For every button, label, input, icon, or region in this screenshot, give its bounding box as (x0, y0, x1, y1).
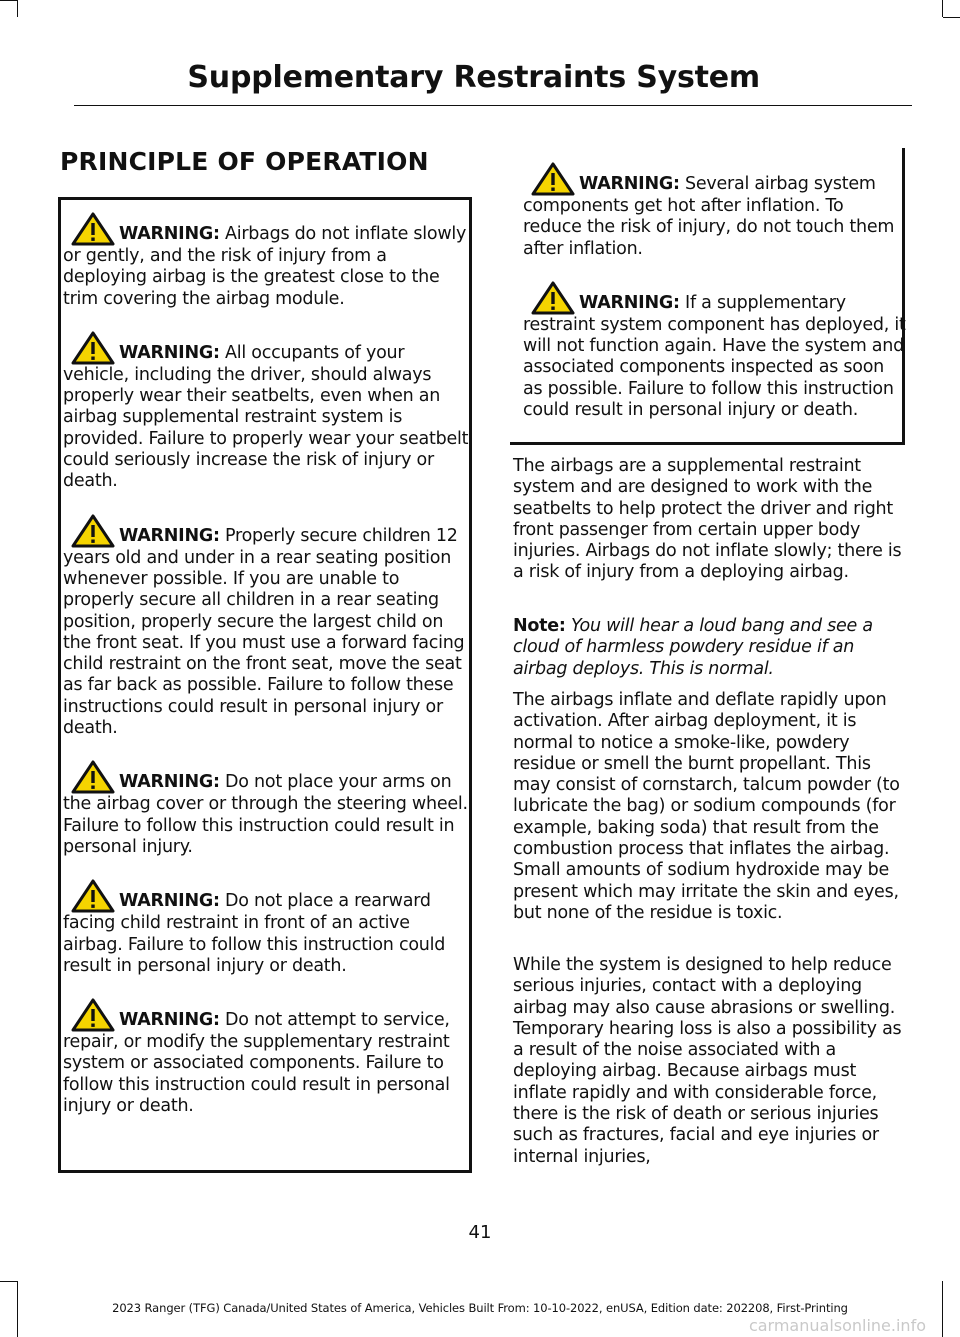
warning-item (523, 162, 907, 260)
crop-mark (943, 17, 960, 18)
warning-triangle-icon (531, 281, 575, 315)
warning-triangle-icon (71, 760, 115, 794)
page-number: 41 (468, 1222, 492, 1243)
header-divider (74, 105, 912, 106)
warning-triangle-icon (71, 879, 115, 913)
warning-box-left (58, 197, 472, 1173)
warning-label: WARNING: (119, 224, 220, 244)
warning-label: WARNING: (579, 174, 680, 194)
note-text: You will hear a loud bang and see a cloud of harmless powdery residue if an airbag deploys. This is normal. (513, 616, 873, 679)
body-paragraph: The airbags inflate and deflate rapidly upon activation. After airbag deployment, it is normal to notice a smoke-like, powdery residue or smell the burnt propellant. This may consist of cornstarch, talcum powder (to lubricate the bag) or sodium compounds (for example, baking soda) that result from the combustion process that inflates the airbag. Small amounts of sodium hydroxide may be present which may irritate the skin and eyes, but none of the residue is toxic. (513, 690, 900, 923)
warning-item (63, 998, 471, 1117)
warning-text: Properly secure children 12 years old and under in a rear seating position whenever possible. If you are unable to properly secure all children in a rear seating position, properly secure the largest child on the front seat. If you must use a forward facing child restraint on the front seat, move the seat as far back as possible. Failure to follow these instructions could result in personal injury or death. (63, 525, 465, 739)
warning-text: Airbags do not inflate slowly or gently, and the risk of injury from a deploying airbag is the greatest close to the trim covering the airbag module. (63, 224, 467, 309)
warning-label: WARNING: (579, 292, 680, 313)
body-paragraph: The airbags are a supplemental restraint system and are designed to work with the seatbelts to help protect the driver and right front passenger from certain upper body injuries. Airbags do not inflate slowly; there is a risk of injury from a deploying airbag. (513, 456, 902, 583)
warning-item (63, 331, 471, 493)
page-header-title: Supplementary Restraints System (187, 60, 760, 95)
warning-label: WARNING: (119, 772, 220, 793)
note-label: Note: (513, 616, 566, 636)
warning-item (63, 514, 471, 740)
warning-triangle-icon (71, 212, 115, 246)
warning-text: Several airbag system components get hot after inflation. To reduce the risk of injury, do not touch them after inflation. (523, 174, 895, 259)
warning-item (63, 879, 471, 977)
body-paragraph: While the system is designed to help reduce serious injuries, contact with a deploying airbag may also cause abrasions or swelling. Temporary hearing loss is also a possibility as a result of the noise associated with a deploying airbag. Because airbags must inflate rapidly and with considerable force, there is the risk of death or serious injuries such as fractures, facial and eye injuries or internal injuries, (513, 955, 902, 1167)
warning-label: WARNING: (119, 525, 220, 546)
note-paragraph (513, 616, 908, 680)
warning-triangle-icon (531, 162, 575, 196)
warning-label: WARNING: (119, 342, 220, 363)
warning-box-right (510, 148, 905, 445)
warning-text: All occupants of your vehicle, including the driver, should always properly wear their seatbelts, even when an airbag supplemental restraint system is provided. Failure to properly wear your seatbelt could seriously increase the risk of injury or death. (63, 342, 469, 492)
warning-text: Do not place a rearward facing child restraint in front of an active airbag. Failure to follow this instruction could result in personal injury or death. (63, 891, 446, 976)
page-footer: 2023 Ranger (TFG) Canada/United States of America, Vehicles Built From: 10-10-2022, enUSA, Edition date: 202208, First-Printing (112, 1301, 848, 1315)
section-title: PRINCIPLE OF OPERATION (60, 147, 429, 176)
crop-mark (942, 0, 943, 17)
warning-item (63, 212, 471, 310)
warning-item (523, 281, 907, 421)
watermark: carmanualsonline.info (748, 1316, 926, 1335)
warning-text: Do not place your arms on the airbag cover or through the steering wheel. Failure to follow this instruction could result in personal injury. (63, 772, 468, 857)
warning-text: If a supplementary restraint system component has deployed, it will not function again. Have the system and associated components inspected as soon as possible. Failure to follow this instruction could result in personal injury or death. (523, 292, 906, 421)
warning-triangle-icon (71, 514, 115, 548)
warning-text: Do not attempt to service, repair, or modify the supplementary restraint system or associated components. Failure to follow this instruction could result in personal injury or death. (63, 1010, 450, 1117)
crop-mark (0, 0, 17, 1)
warning-item (63, 760, 471, 858)
crop-mark (0, 1281, 17, 1282)
warning-triangle-icon (71, 998, 115, 1032)
warning-label: WARNING: (119, 1010, 220, 1031)
warning-triangle-icon (71, 331, 115, 365)
crop-mark (17, 0, 18, 17)
warning-label: WARNING: (119, 891, 220, 912)
